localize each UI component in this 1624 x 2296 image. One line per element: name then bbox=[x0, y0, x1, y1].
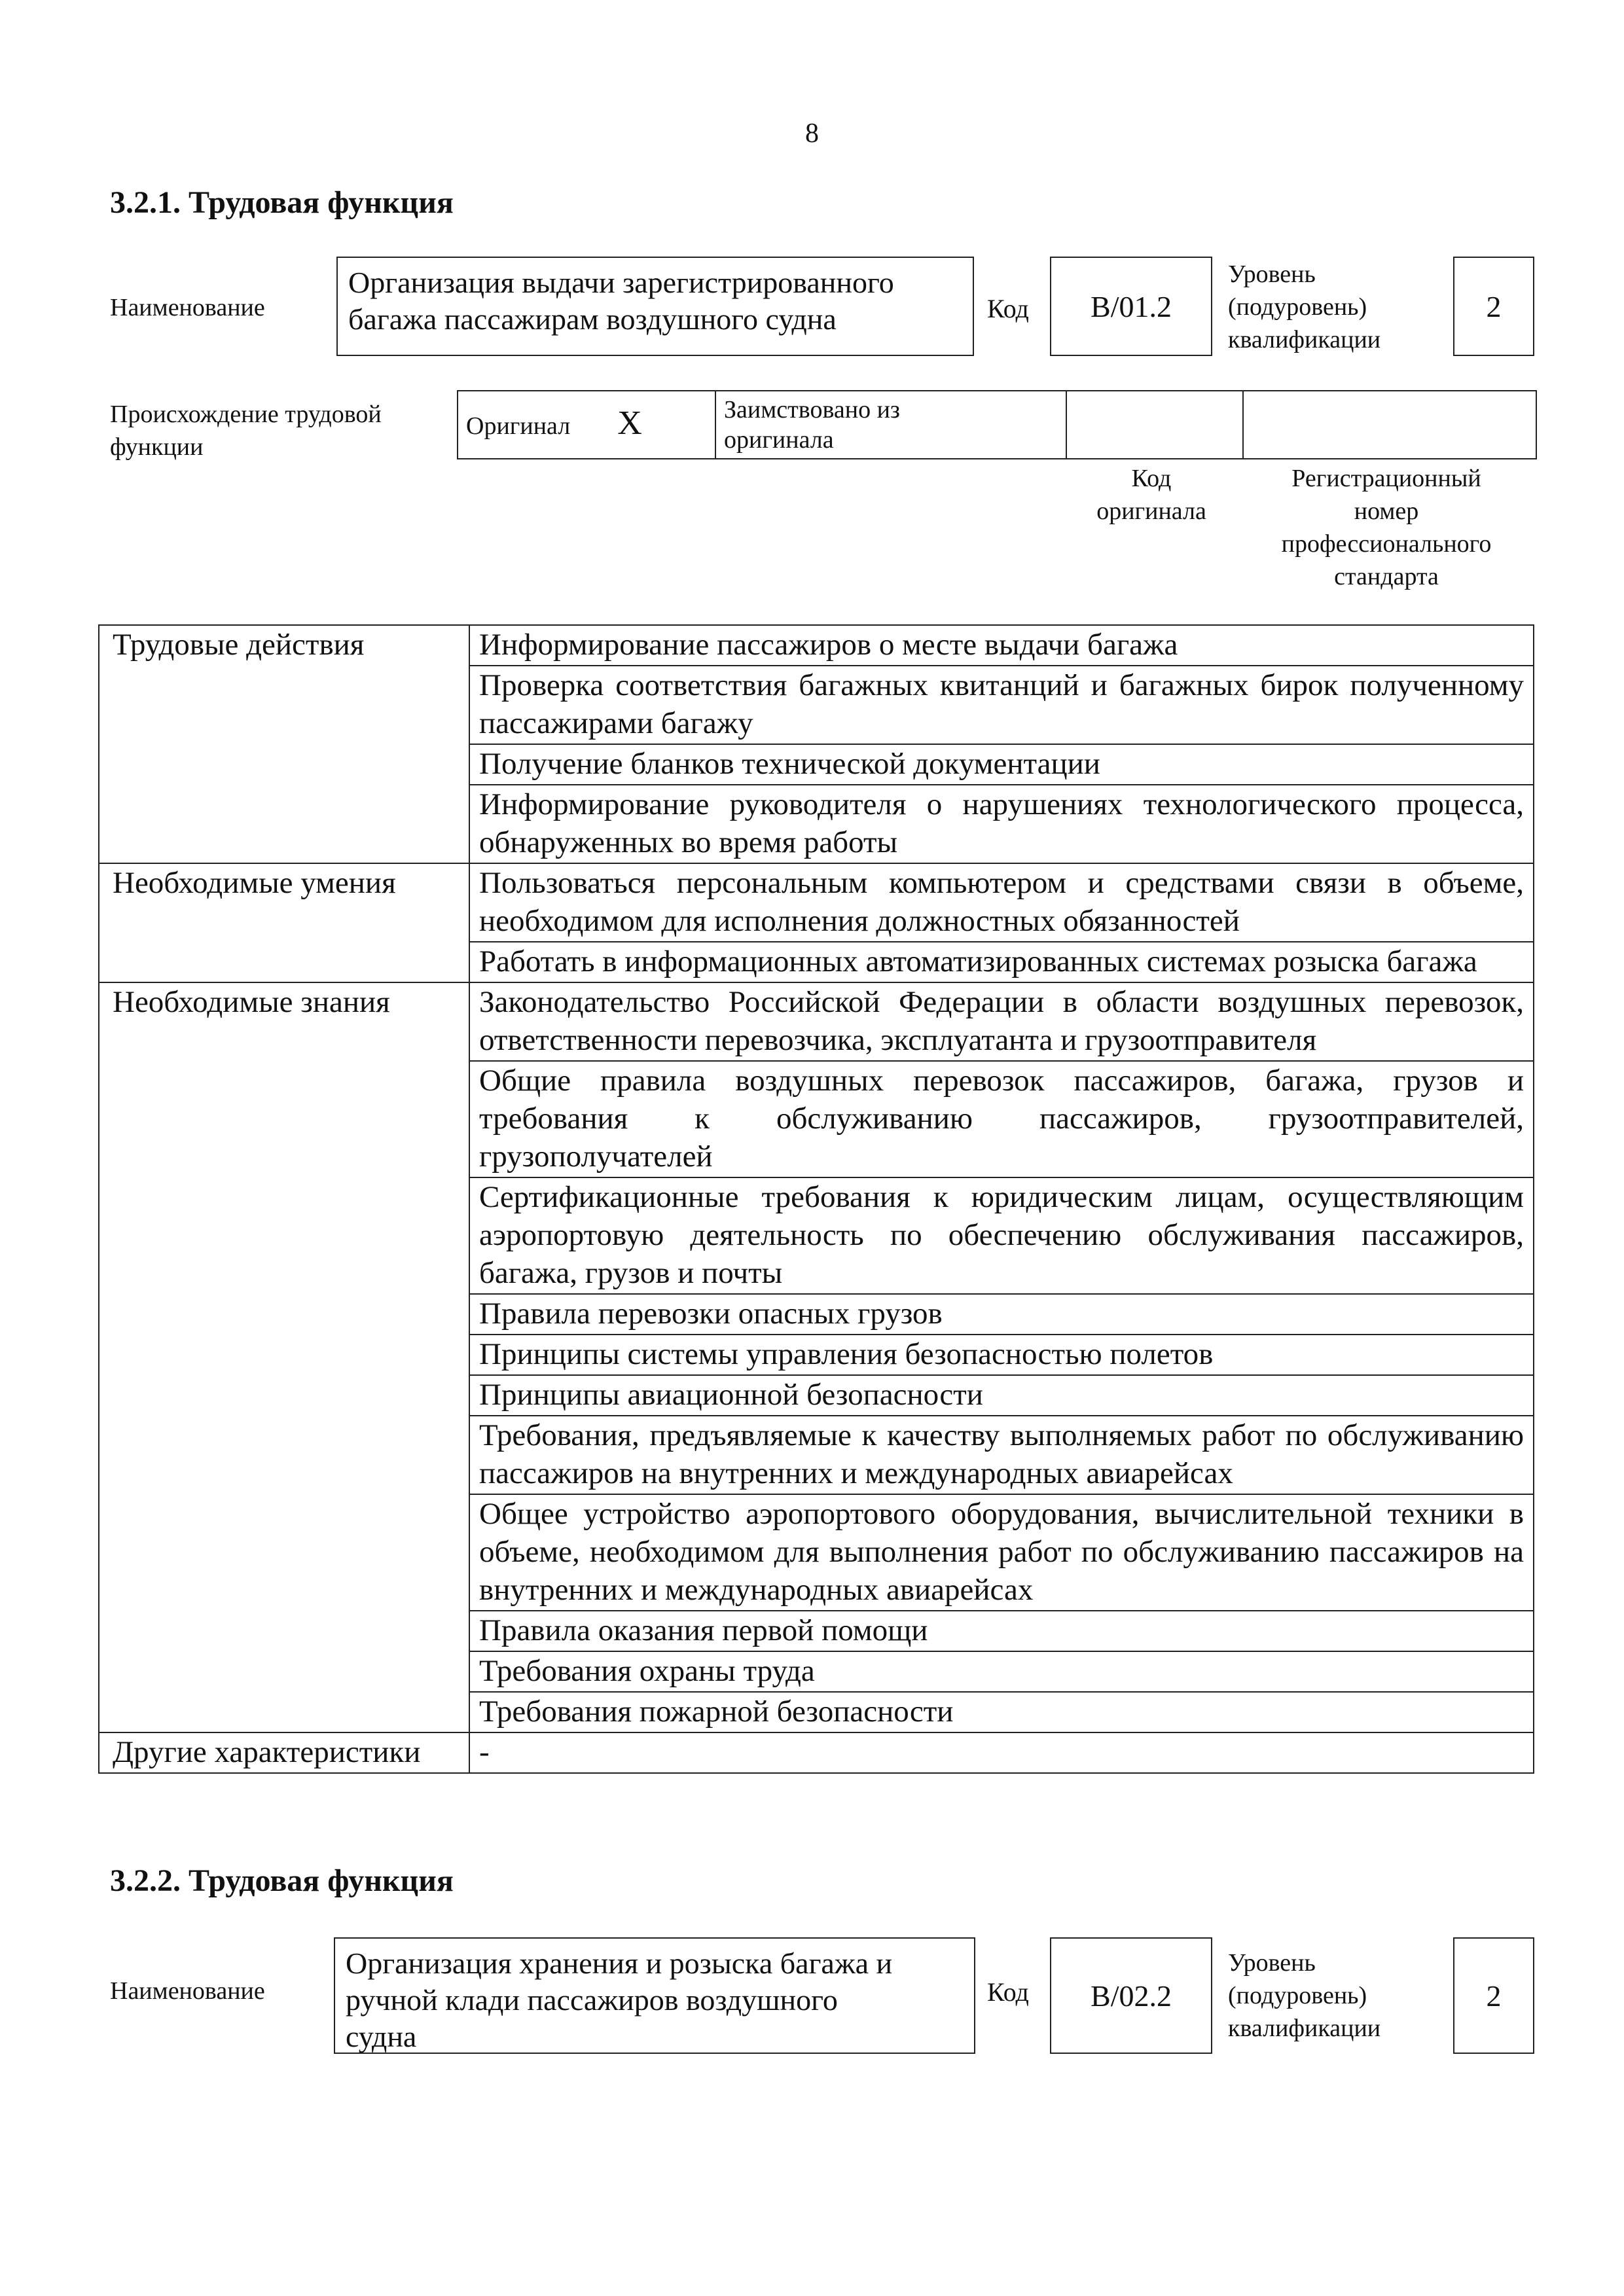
original-cell bbox=[458, 391, 715, 459]
code-label: Код bbox=[987, 294, 1029, 323]
caption-line: профессионального bbox=[1281, 530, 1492, 558]
skill-item: Работать в информационных автоматизированных системах розыска багажа bbox=[469, 942, 1534, 982]
knowledge-item: Требования, предъявляемые к качеству выполняемых работ по обслуживанию пассажиров на внутренних и международных авиарейсах bbox=[469, 1416, 1534, 1494]
level-value: 2 bbox=[1486, 1979, 1502, 2013]
knowledge-item: Принципы системы управления безопасностью полетов bbox=[469, 1335, 1534, 1375]
origin-label-line: Происхождение трудовой bbox=[110, 401, 382, 428]
section-title-3-2-2: 3.2.2. Трудовая функция bbox=[110, 1863, 454, 1898]
code-value: B/01.2 bbox=[1091, 289, 1172, 323]
table-row bbox=[99, 863, 1534, 942]
code-label: Код bbox=[987, 1977, 1029, 2007]
caption-line: Код bbox=[1131, 465, 1172, 492]
function-name-box bbox=[336, 257, 974, 356]
level-label bbox=[1228, 1946, 1380, 2045]
level-label-line: Уровень bbox=[1228, 1949, 1316, 1977]
name-label: Наименование bbox=[110, 1977, 265, 2005]
level-value: 2 bbox=[1486, 289, 1502, 323]
knowledge-item: Правила оказания первой помощи bbox=[469, 1611, 1534, 1651]
knowledge-item: Общие правила воздушных перевозок пассажиров, багажа, грузов и требования к обслуживанию пассажиров, грузоотправителей, грузополучателей bbox=[469, 1061, 1534, 1177]
other-label: Другие характеристики bbox=[99, 1732, 469, 1773]
original-label: Оригинал bbox=[466, 412, 571, 440]
other-value: - bbox=[469, 1732, 1534, 1773]
level-label-line: (подуровень) bbox=[1228, 1982, 1367, 2009]
level-value-box bbox=[1453, 1937, 1534, 2054]
borrowed-cell bbox=[715, 391, 1066, 459]
knowledge-label: Необходимые знания bbox=[99, 982, 469, 1732]
table-row bbox=[99, 982, 1534, 1061]
labor-action-item: Получение бланков технической документации bbox=[469, 744, 1534, 785]
labor-function-table bbox=[98, 624, 1534, 1774]
knowledge-item: Правила перевозки опасных грузов bbox=[469, 1294, 1534, 1335]
labor-actions-label: Трудовые действия bbox=[99, 625, 469, 863]
skills-label: Необходимые умения bbox=[99, 863, 469, 982]
caption-line: стандарта bbox=[1334, 563, 1439, 590]
borrowed-label-line: оригинала bbox=[724, 426, 834, 454]
caption-line: номер bbox=[1354, 497, 1419, 525]
code-original-caption bbox=[1063, 462, 1240, 528]
function-name-line: Организация хранения и розыска багажа и bbox=[346, 1946, 893, 1980]
labor-action-item: Информирование руководителя о нарушениях технологического процесса, обнаруженных во время работы bbox=[469, 785, 1534, 863]
code-original-cell bbox=[1066, 391, 1243, 459]
function-name-line: Организация выдачи зарегистрированного bbox=[348, 266, 894, 299]
knowledge-item: Сертификационные требования к юридическим лицам, осуществляющим аэропортовую деятельность по обеспечению обслуживания пассажиров, багажа, грузов и почты bbox=[469, 1177, 1534, 1294]
origin-table bbox=[457, 390, 1537, 459]
borrowed-label-line: Заимствовано из bbox=[724, 396, 900, 423]
function-name-box bbox=[334, 1937, 975, 2054]
knowledge-item: Требования пожарной безопасности bbox=[469, 1692, 1534, 1732]
knowledge-item: Общее устройство аэропортового оборудования, вычислительной техники в объеме, необходимом для выполнения работ по обслуживанию пассажиров на внутренних и международных авиарейсах bbox=[469, 1494, 1534, 1611]
caption-line: оригинала bbox=[1096, 497, 1206, 525]
section-title-3-2-1: 3.2.1. Трудовая функция bbox=[110, 185, 454, 220]
code-value-box bbox=[1050, 1937, 1212, 2054]
function-name-line: багажа пассажирам воздушного судна bbox=[348, 302, 837, 336]
level-label-line: (подуровень) bbox=[1228, 293, 1367, 321]
level-label-line: квалификации bbox=[1228, 326, 1381, 353]
knowledge-item: Принципы авиационной безопасности bbox=[469, 1375, 1534, 1416]
reg-number-cell bbox=[1243, 391, 1536, 459]
original-mark: X bbox=[617, 404, 642, 442]
name-label: Наименование bbox=[110, 294, 265, 321]
caption-line: Регистрационный bbox=[1291, 465, 1481, 492]
level-value-box bbox=[1453, 257, 1534, 356]
skill-item: Пользоваться персональным компьютером и средствами связи в объеме, необходимом для исполнения должностных обязанностей bbox=[469, 863, 1534, 942]
level-label-line: квалификации bbox=[1228, 2015, 1381, 2042]
labor-action-item: Информирование пассажиров о месте выдачи багажа bbox=[469, 625, 1534, 666]
knowledge-item: Требования охраны труда bbox=[469, 1651, 1534, 1692]
page-number: 8 bbox=[805, 118, 819, 149]
level-label-line: Уровень bbox=[1228, 260, 1316, 288]
table-row bbox=[99, 1732, 1534, 1773]
knowledge-item: Законодательство Российской Федерации в области воздушных перевозок, ответственности перевозчика, эксплуатанта и грузоотправителя bbox=[469, 982, 1534, 1061]
origin-label-line: функции bbox=[110, 433, 204, 461]
code-value: B/02.2 bbox=[1091, 1979, 1172, 2013]
origin-label bbox=[110, 398, 382, 463]
labor-action-item: Проверка соответствия багажных квитанций и багажных бирок полученному пассажирами багажу bbox=[469, 666, 1534, 744]
reg-number-caption bbox=[1240, 462, 1533, 593]
table-row bbox=[99, 625, 1534, 666]
function-name-line: ручной клади пассажиров воздушного bbox=[346, 1983, 838, 2017]
code-value-box bbox=[1050, 257, 1212, 356]
function-name-line: судна bbox=[346, 2020, 417, 2053]
level-label bbox=[1228, 258, 1380, 356]
